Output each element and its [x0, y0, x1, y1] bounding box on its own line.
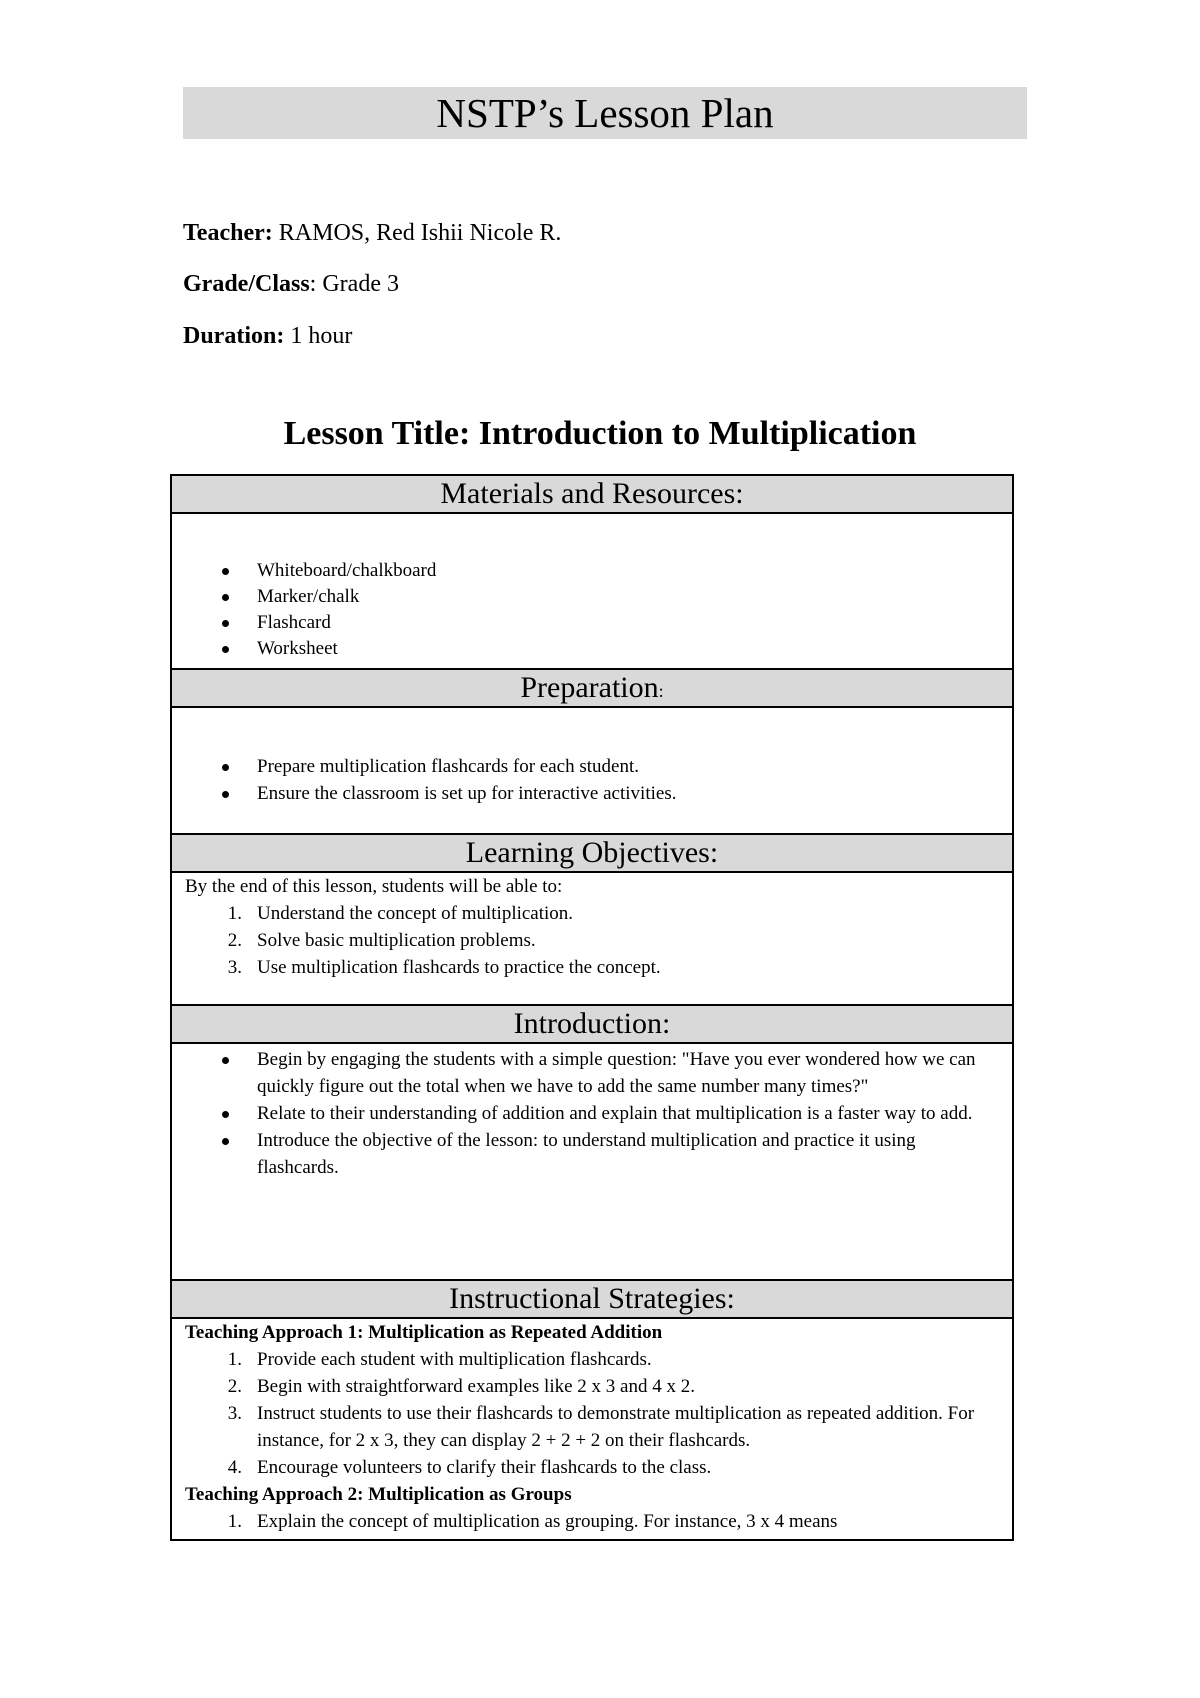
list-item	[172, 1046, 1012, 1100]
objectives-body	[172, 873, 1012, 1006]
bullet-icon	[222, 568, 229, 575]
list-item	[172, 557, 1012, 584]
introduction-body	[172, 1044, 1012, 1281]
preparation-heading-text: Preparation	[520, 671, 659, 704]
list-item-text: Encourage volunteers to clarify their flashcards to the class.	[257, 1457, 712, 1478]
materials-body	[172, 514, 1012, 670]
list-item	[172, 1100, 1012, 1127]
list-item	[172, 1454, 1012, 1481]
list-number: 1.	[227, 903, 242, 924]
list-item-text: Introduce the objective of the lesson: to understand multiplication and practice it using flashcards.	[257, 1130, 916, 1178]
bullet-icon	[222, 1111, 229, 1118]
list-item	[172, 1508, 1012, 1535]
bullet-icon	[222, 1057, 229, 1064]
list-item-text: Marker/chalk	[257, 586, 360, 607]
list-item	[172, 1127, 1012, 1181]
list-item-text: Begin with straightforward examples like 2 x 3 and 4 x 2.	[257, 1376, 695, 1397]
bullet-icon	[222, 1138, 229, 1145]
objectives-heading: Learning Objectives:	[172, 835, 1012, 873]
materials-list	[172, 557, 1012, 662]
bullet-icon	[222, 594, 229, 601]
list-number: 3.	[227, 957, 242, 978]
materials-heading: Materials and Resources:	[172, 476, 1012, 514]
list-number: 3.	[227, 1403, 242, 1424]
strategies-body	[172, 1319, 1012, 1539]
bullet-icon	[222, 646, 229, 653]
document-title: NSTP’s Lesson Plan	[183, 87, 1027, 139]
lesson-title: Lesson Title: Introduction to Multiplication	[283, 415, 917, 452]
preparation-list	[172, 753, 1012, 807]
list-item-text: Understand the concept of multiplication.	[257, 903, 574, 924]
teacher-line	[183, 218, 561, 248]
objectives-lead: By the end of this lesson, students will be able to:	[185, 876, 563, 897]
list-item	[172, 583, 1012, 610]
list-number: 1.	[227, 1349, 242, 1370]
list-item-text: Explain the concept of multiplication as grouping. For instance, 3 x 4 means	[257, 1511, 838, 1532]
list-item-text: Whiteboard/chalkboard	[257, 560, 437, 581]
duration-label: Duration:	[183, 323, 285, 349]
bullet-icon	[222, 764, 229, 771]
list-item-text: Worksheet	[257, 638, 338, 659]
teacher-label: Teacher:	[183, 220, 273, 246]
list-item	[172, 780, 1012, 807]
list-number: 2.	[227, 1376, 242, 1397]
approach-2-list	[172, 1508, 1012, 1535]
list-item	[172, 927, 1012, 954]
list-item	[172, 1346, 1012, 1373]
preparation-heading-colon: :	[658, 681, 664, 701]
list-item-text: Flashcard	[257, 612, 331, 633]
list-item	[172, 635, 1012, 662]
approach-1-list	[172, 1346, 1012, 1481]
grade-value: : Grade 3	[309, 271, 399, 297]
list-item-text: Relate to their understanding of addition and explain that multiplication is a faster way to add.	[257, 1103, 973, 1124]
list-item-text: Begin by engaging the students with a simple question: "Have you ever wondered how we can quickly figure out the total when we have to add the same number many times?"	[257, 1049, 976, 1097]
strategies-heading: Instructional Strategies:	[172, 1281, 1012, 1319]
preparation-heading	[172, 670, 1012, 708]
objectives-list	[172, 900, 1012, 981]
bullet-icon	[222, 791, 229, 798]
list-item-text: Use multiplication flashcards to practice the concept.	[257, 957, 661, 978]
teacher-value: RAMOS, Red Ishii Nicole R.	[272, 220, 562, 246]
list-number: 1.	[227, 1511, 242, 1532]
list-number: 2.	[227, 930, 242, 951]
grade-line	[183, 269, 399, 299]
list-item	[172, 900, 1012, 927]
list-item-text: Prepare multiplication flashcards for each student.	[257, 756, 639, 777]
duration-value: 1 hour	[284, 323, 353, 349]
preparation-body	[172, 708, 1012, 835]
list-item-text: Instruct students to use their flashcards to demonstrate multiplication as repeated addition. For instance, for 2 x 3, they can display 2 + 2 + 2 on their flashcards.	[257, 1403, 975, 1451]
list-item	[172, 753, 1012, 780]
list-item	[172, 1400, 1012, 1454]
list-item-text: Ensure the classroom is set up for interactive activities.	[257, 783, 677, 804]
list-item	[172, 609, 1012, 636]
introduction-list	[172, 1046, 1012, 1181]
list-item-text: Provide each student with multiplication flashcards.	[257, 1349, 652, 1370]
approach-2-title: Teaching Approach 2: Multiplication as Groups	[185, 1484, 572, 1505]
list-number: 4.	[227, 1457, 242, 1478]
bullet-icon	[222, 620, 229, 627]
lesson-plan-table	[170, 474, 1014, 1541]
list-item-text: Solve basic multiplication problems.	[257, 930, 536, 951]
duration-line	[183, 321, 352, 351]
list-item	[172, 1373, 1012, 1400]
introduction-heading: Introduction:	[172, 1006, 1012, 1044]
list-item	[172, 954, 1012, 981]
approach-1-title: Teaching Approach 1: Multiplication as Repeated Addition	[185, 1322, 663, 1343]
grade-label: Grade/Class	[183, 271, 310, 297]
